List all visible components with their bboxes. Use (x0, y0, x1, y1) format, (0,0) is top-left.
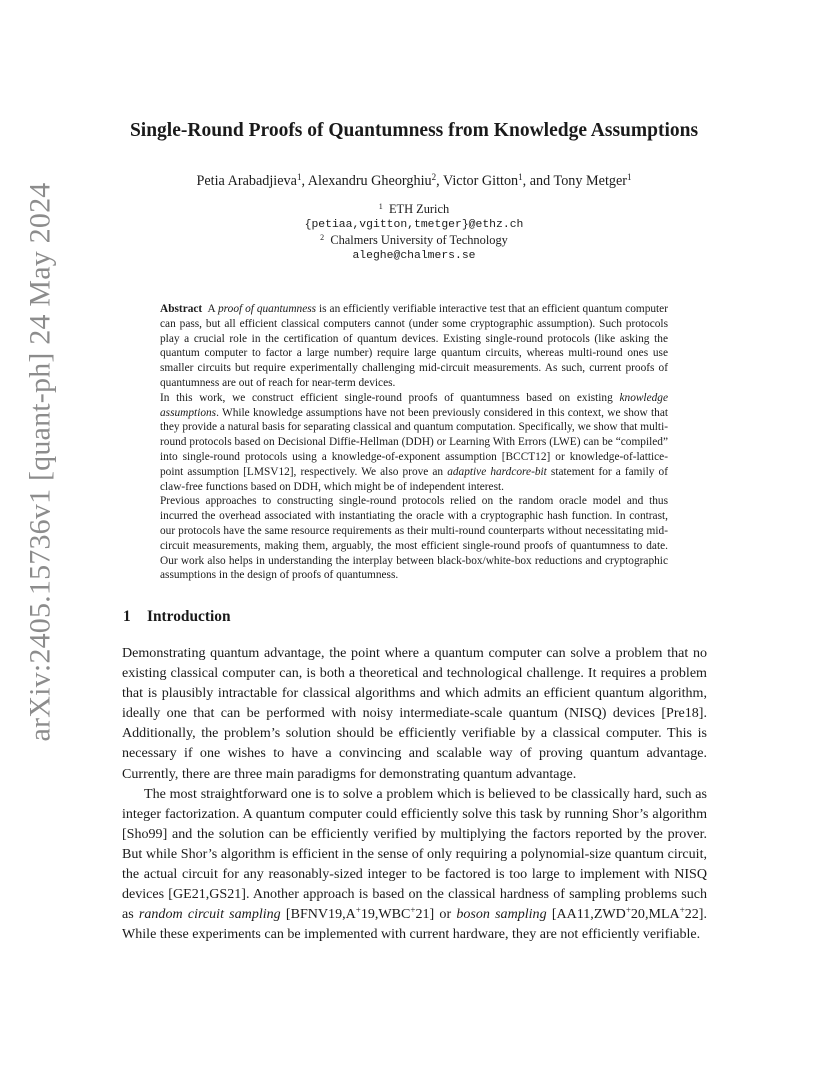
author-affiliation-mark: 1 (296, 172, 302, 182)
author-separator: , and (522, 173, 554, 189)
section-body (122, 643, 707, 944)
paper-title: Single-Round Proofs of Quantumness from Knowledge Assumptions (129, 120, 699, 141)
arxiv-identifier: arXiv:2405.15736v1 [quant-ph] 24 May 2024 (23, 182, 57, 742)
citation-superscript: + (625, 905, 631, 916)
abstract-emphasis: adaptive hardcore-bit (447, 465, 547, 478)
author-affiliation-mark: 1 (518, 172, 523, 182)
abstract-text: statement for a family of claw-free functions based on DDH, which might be of independent interest. (160, 465, 668, 493)
author-name: Tony Metger (553, 173, 628, 189)
author-name: Petia Arabadjieva (196, 173, 297, 189)
affiliation-email: {petiaa,vgitton,tmetger}@ethz.ch (304, 218, 524, 231)
affiliations (200, 202, 628, 264)
author-name: Victor Gitton (442, 173, 519, 189)
author-affiliation-mark: 1 (627, 172, 632, 182)
section-title: Introduction (147, 608, 231, 625)
affiliation-line (200, 233, 628, 249)
author-separator: , (436, 173, 443, 189)
affiliation-email: aleghe@chalmers.se (352, 249, 476, 262)
abstract-text: A (207, 303, 218, 315)
abstract-label: Abstract (160, 303, 203, 315)
body-text: 20,MLA (630, 906, 680, 923)
affiliation-mark: 2 (320, 233, 325, 243)
body-text: [BFNV19,A (280, 906, 356, 923)
affiliation-mark: 1 (378, 202, 383, 211)
abstract-emphasis: proof of quantumness (217, 303, 317, 315)
author-list (90, 172, 738, 190)
abstract-text: . While knowledge assumptions have not been previously considered in this context, we show that they provide a natural basis for separating classical and quantum computation. Specifically, we show that multi-round protocols based on Decisional Diffie-Hellman (DDH) or Learning With Errors (LWE) can be “compiled” into single-round protocols using a knowledge-of-exponent assumption [BCCT12] or knowledge-of-lattice-point assumption [LMSV12], respectively. We also prove an (160, 406, 669, 478)
abstract-paragraph: Previous approaches to constructing single-round protocols relied on the random oracle model and thus incurred the overhead associated with instantiating the oracle with a cryptographic hash function. In contrast, our protocols have the same resource requirements as their multi-round counterparts without necessitating mid-circuit measurements, making them, arguably, the most efficient single-round proofs of quantumness to date. Our work also helps in understanding the interplay between black-box/white-box reductions and cryptographic assumptions in the design of proofs of quantumness. (160, 495, 668, 582)
citation-superscript: + (410, 905, 416, 916)
section-number: 1 (123, 608, 131, 625)
body-emphasis: random circuit sampling (138, 906, 281, 923)
arxiv-identifier-sidebar (18, 182, 62, 742)
abstract-text: In this work, we construct efficient single-round proofs of quantumness based on existing (160, 391, 620, 404)
abstract-paragraph (160, 302, 668, 391)
body-text: 21] or (415, 906, 457, 923)
body-text: The most straightforward one is to solve a problem which is believed to be classically hard, such as integer factorization. A quantum computer could efficiently solve this task by running Shor’s algorithm [Sho99] and the solution can be efficiently verified by multiplying the factors reported by the prover. But while Shor’s algorithm is efficient in the sense of only requiring a polynomial-size quantum circuit, the actual circuit for any reasonably-sized integer to be factored is too large to implement with NISQ devices [GE21,GS21]. Another approach is based on the classical hardness of sampling problems such as (122, 785, 707, 923)
author-name: Alexandru Gheorghiu (307, 173, 432, 189)
body-paragraph: Demonstrating quantum advantage, the point where a quantum computer can solve a problem that no existing classical computer can, is both a theoretical and technological challenge. It requires a problem that is plausibly intractable for classical algorithms and which admits an efficient quantum algorithm, ideally one that can be performed with noisy intermediate-scale quantum (NISQ) devices [Pre18]. Additionally, the problem’s solution should be efficiently verifiable by a classical computer. This is necessary if one wishes to have a convincing and scalable way of proving quantum advantage. Currently, there are three main paradigms for demonstrating quantum advantage. (122, 645, 707, 782)
body-paragraph (122, 784, 707, 945)
body-text: [AA11,ZWD (546, 906, 626, 923)
affiliation-line (200, 202, 628, 218)
citation-superscript: + (679, 905, 685, 916)
abstract-text: is an efficiently verifiable interactive test that an efficient quantum computer can pass, but all efficient classical computers cannot (under some cryptographic assumption). Such protocols play a crucial role in the certification of quantum devices. Existing single-round protocols (like asking the quantum computer to factor a large number) require large quantum circuits, whereas multi-round ones use smaller circuits but require experimentally challenging mid-circuit measurements. As such, current proofs of quantumness are out of reach for near-term devices. (160, 303, 668, 389)
abstract-emphasis: knowledge assumptions (160, 391, 668, 419)
author-affiliation-mark: 2 (431, 172, 437, 182)
author-separator: , (301, 173, 308, 189)
section-heading (123, 607, 703, 627)
affiliation-institution: ETH Zurich (388, 202, 450, 216)
body-text: 19,WBC (360, 906, 411, 923)
body-text: 22]. While these experiments can be implemented with current hardware, they are not efficiently verifiable. (122, 906, 707, 943)
abstract (160, 302, 668, 583)
affiliation-institution: Chalmers University of Technology (330, 233, 508, 248)
citation-superscript: + (355, 905, 361, 916)
abstract-paragraph (160, 391, 668, 495)
body-emphasis: boson sampling (456, 906, 547, 923)
